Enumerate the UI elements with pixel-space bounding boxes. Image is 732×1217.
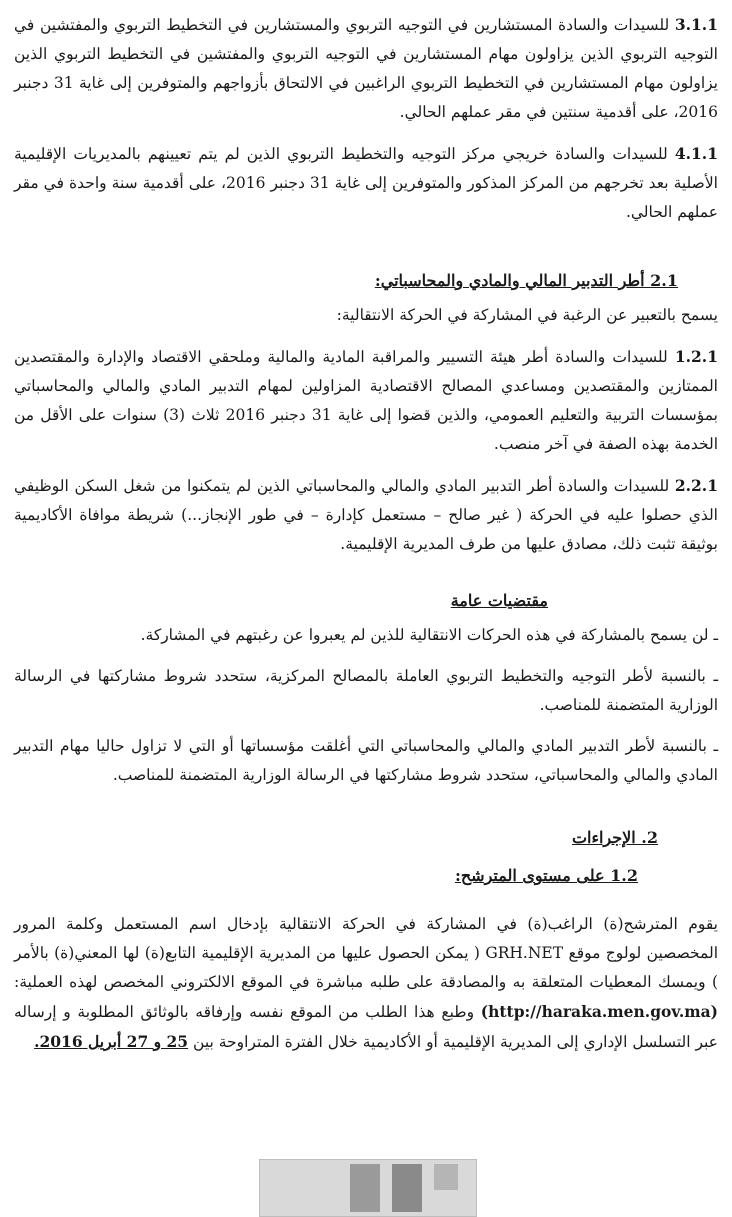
procedure-text: وطبع هذا الطلب من الموقع نفسه وإرفاقه بالوثائق المطلوبة و إرساله عبر التسلسل الإداري إلى المديرية الإقليمية أو الأكاديمية خلال الفترة المتراوحة بين [14,1003,718,1051]
site-name: GRH.NET [485,944,564,962]
general-item: ـ بالنسبة لأطر التدبير المادي والمالي والمحاسباتي التي أغلقت مؤسساتها أو التي لا تزاول حاليا مهام التدبير المادي والمالي والمحاسباتي، ستحدد شروط مشاركتها في الرسالة الوزارية المتضمنة للمناصب. [14,737,718,784]
footer-scan-image [259,1159,477,1217]
application-period: 25 و 27 أبريل 2016. [34,1032,189,1051]
procedures-heading: 2. الإجراءات [571,828,658,847]
paragraph-number: 1.2.1 [674,347,718,366]
paragraph-4-1-1 [14,139,718,227]
paragraph-3-1-1 [14,10,718,127]
general-item: ـ بالنسبة لأطر التوجيه والتخطيط التربوي العاملة بالمصالح المركزية، ستحدد شروط مشاركتها في الرسالة الوزارية المتضمنة للمناصب. [14,667,718,714]
film-icon [350,1164,380,1212]
film-icon [392,1164,422,1212]
paragraph-text: للسيدات والسادة أطر التدبير المادي والمالي والمحاسباتي الذين لم يتمكنوا من شغل السكن الوظيفي الذي حصلوا عليه في الحركة ( غير صالح – مستعمل كإدارة – في طور الإنجاز...) شريطة موافاة الأكاديمية بوثيقة تثبت ذلك، مصادق عليها من طرف المديرية الإقليمية. [14,477,718,553]
candidate-level-heading: 1.2 على مستوى المترشح: [454,866,638,885]
paragraph-text: للسيدات والسادة أطر هيئة التسيير والمراقبة المادية والمالية وملحقي الاقتصاد والإدارة والمقتصدين الممتازين والمقتصدين ومساعدي المصالح الاقتصادية المزاولين لمهام التدبير المادي والمالي والمحاسباتي بمؤسسات التربية والتعليم العمومي، والذين قضوا إلى غاية 31 دجنبر 2016 ثلاث (3) سنوات على الأقل من الخدمة بهذه الصفة في آخر منصب. [14,348,718,453]
procedure-text: يقوم المترشح(ة) الراغب(ة) في المشاركة في الحركة الانتقالية بإدخال اسم المستعمل وكلمة المرور المخصصين لولوج موقع [14,915,719,962]
grid-icon [434,1164,458,1190]
paragraph-number: 2.2.1 [674,476,718,495]
section-intro: يسمح بالتعبير عن الرغبة في المشاركة في الحركة الانتقالية: [336,306,718,324]
paragraph-number: 4.1.1 [674,144,718,163]
general-item: ـ لن يسمح بالمشاركة في هذه الحركات الانتقالية للذين لم يعبروا عن رغبتهم في المشاركة. [140,626,718,644]
procedure-paragraph [14,910,718,1057]
general-provisions-heading: مقتضيات عامة [450,591,548,610]
paragraph-number: 3.1.1 [674,15,718,34]
paragraph-text: للسيدات والسادة خريجي مركز التوجيه والتخطيط التربوي الذين لم يتم تعيينهم بالمديريات الإقليمية الأصلية بعد تخرجهم من المركز المذكور والمتوفرين إلى غاية 31 دجنبر 2016، على أقدمية سنة واحدة في مقر عملهم الحالي. [14,145,718,221]
website-link[interactable]: (http://haraka.men.gov.ma) [480,1002,718,1021]
paragraph-2-2-1 [14,471,718,559]
section-heading-2-1: 2.1 أطر التدبير المالي والمادي والمحاسباتي: [374,271,678,290]
paragraph-1-2-1 [14,342,718,459]
procedure-text: ( يمكن الحصول عليها من المديرية الإقليمية التابع(ة) لها المعني(ة) بالأمر ) ويمسك المعطيات المتعلقة به والمصادقة على طلبه مباشرة في الموقع الالكتروني المخصص لهذه العملية: [14,944,718,991]
paragraph-text: للسيدات والسادة المستشارين في التوجيه التربوي والمستشارين في التخطيط التربوي والمفتشين في التوجيه التربوي الذين يزاولون مهام المستشارين في التوجيه التربوي والمفتشين في التخطيط التربوي الذين يزاولون مهام المستشارين في التخطيط التربوي الراغبين في الالتحاق بأزواجهم والمتوفرين إلى غاية 31 دجنبر 2016، على أقدمية سنتين في مقر عملهم الحالي. [14,16,718,121]
